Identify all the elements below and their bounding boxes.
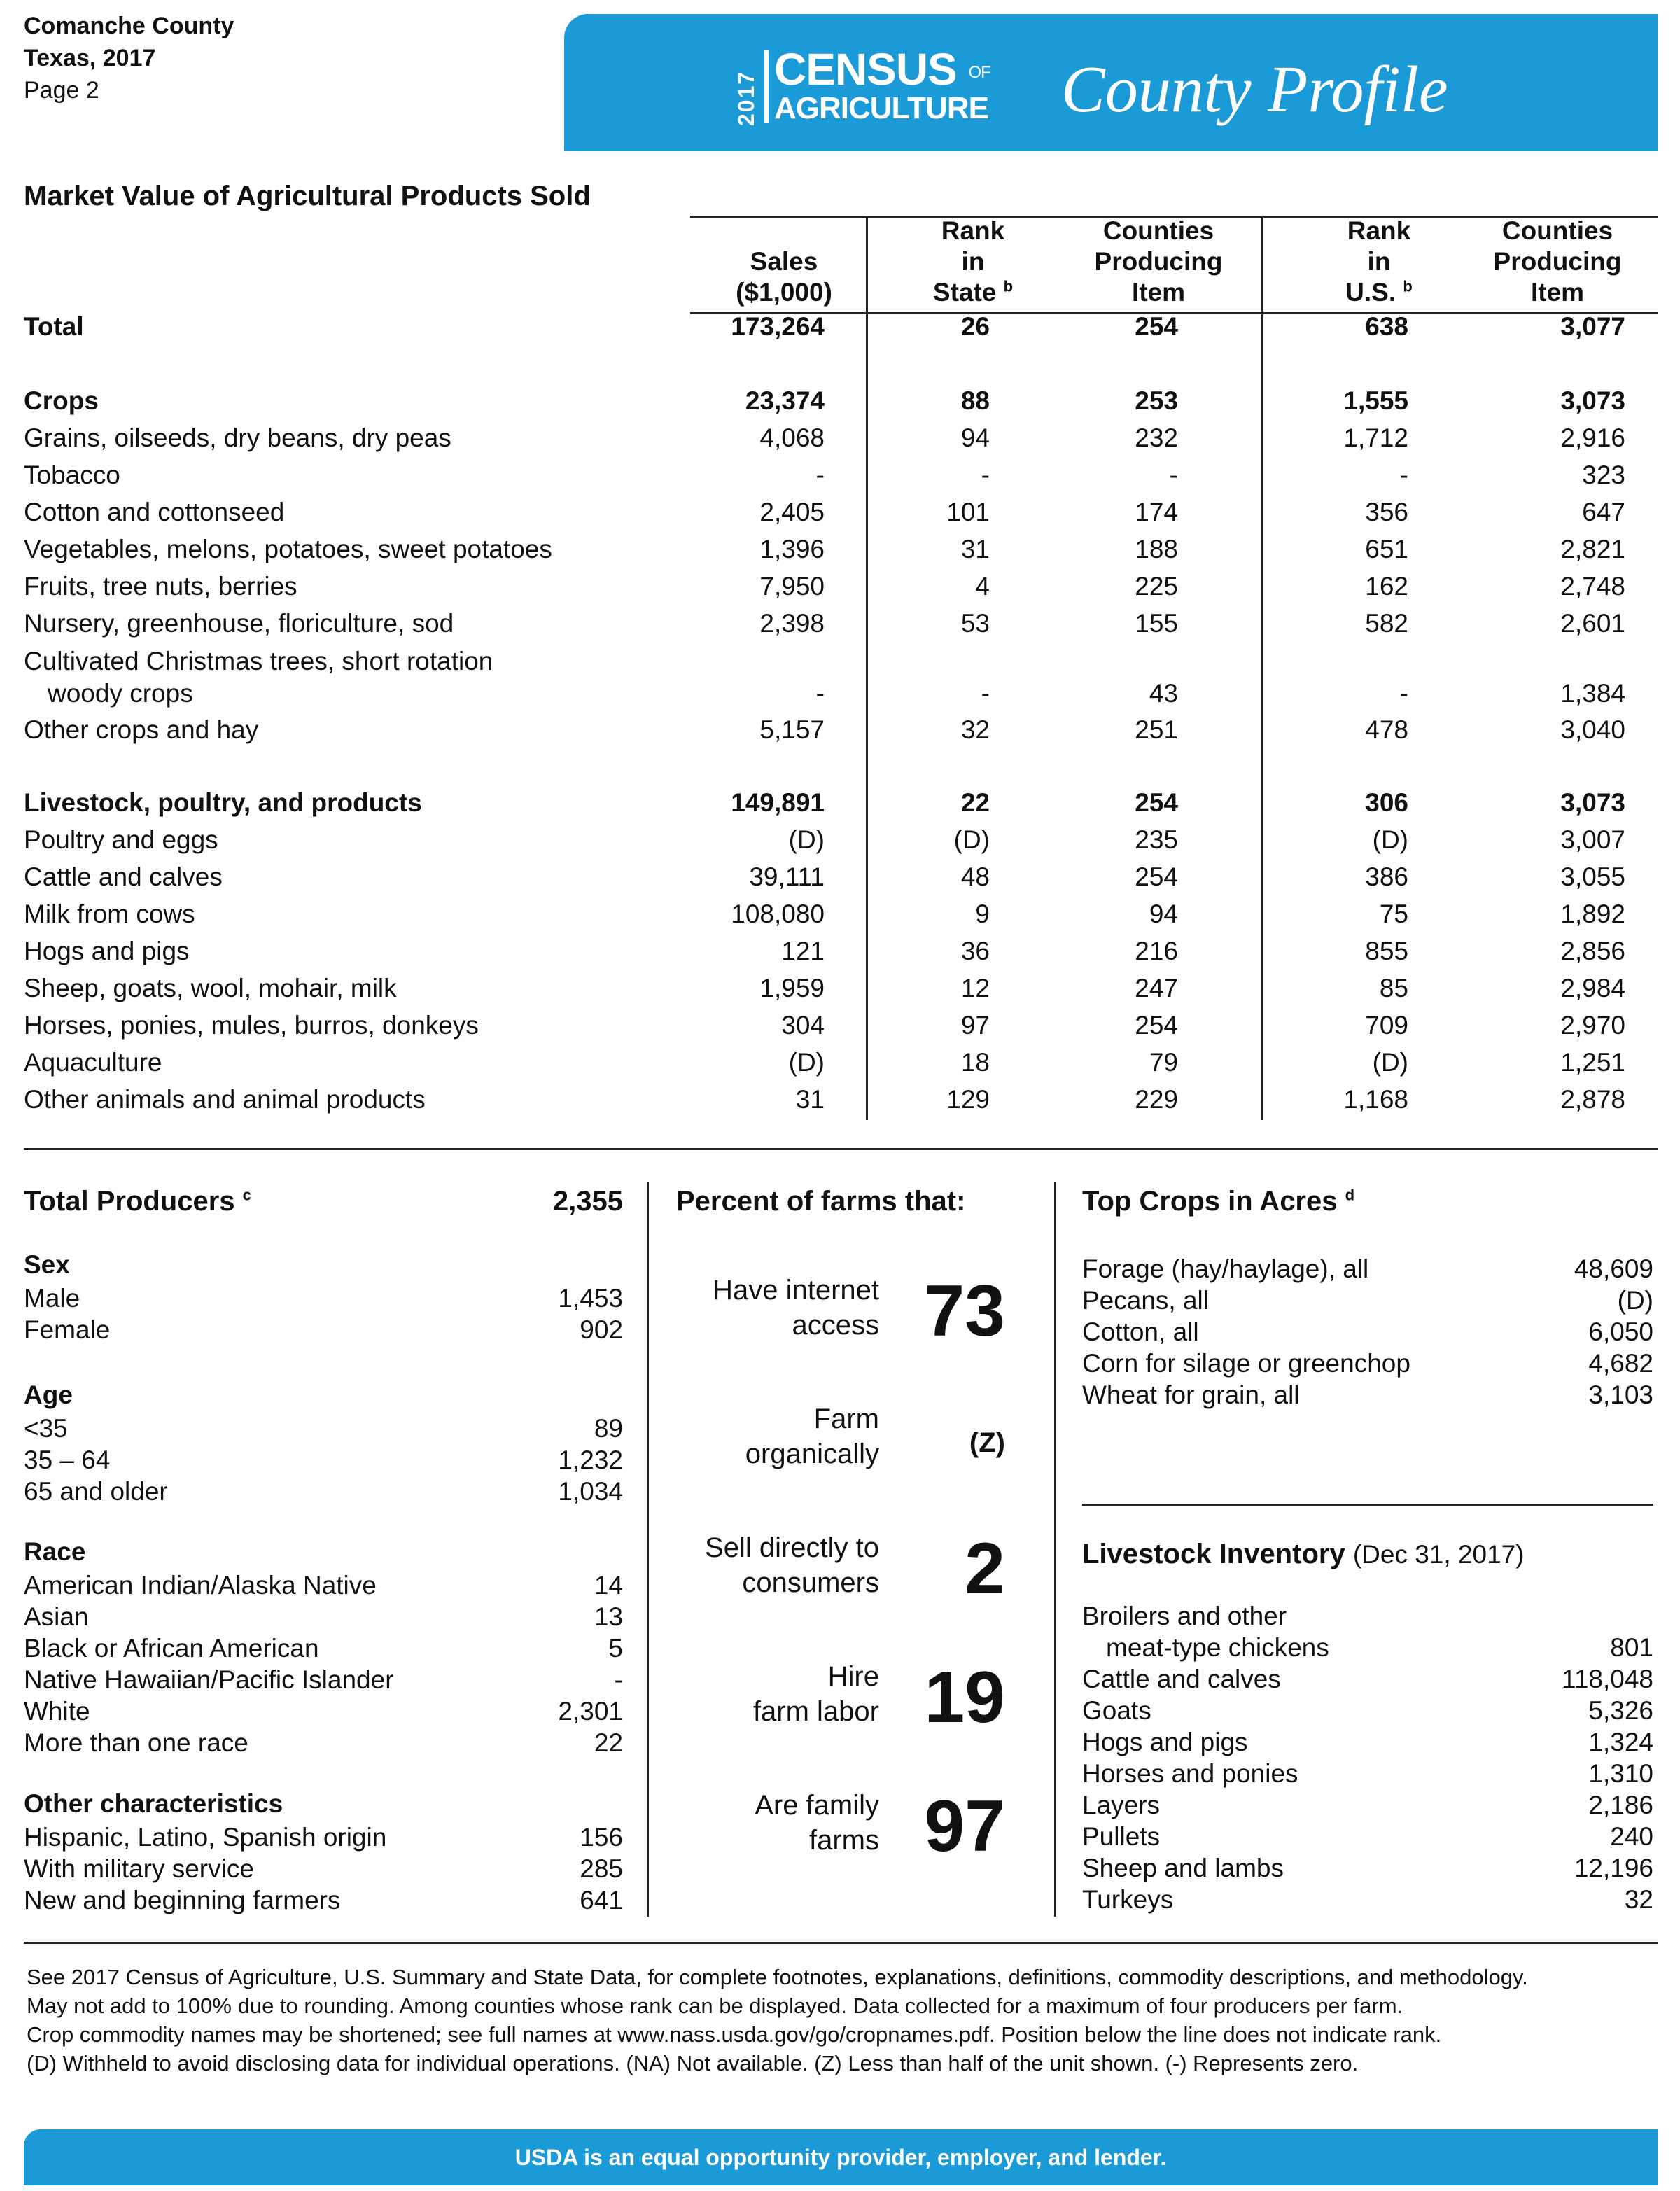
percent-item-label: Have internet (713, 1275, 879, 1306)
table-cell: 1,959 (760, 974, 825, 1002)
table-row-label: Total (24, 312, 84, 341)
livestock-row-value: 1,310 (1588, 1759, 1653, 1788)
table-cell: 75 (1379, 899, 1408, 928)
table-cell: 31 (795, 1085, 825, 1114)
table-cell: (D) (788, 1048, 825, 1077)
livestock-title: Livestock Inventory (Dec 31, 2017) (1082, 1539, 1525, 1569)
producers-row-value: 22 (594, 1728, 623, 1757)
table-cell: 254 (1135, 862, 1178, 891)
table-cell: 173,264 (731, 312, 825, 341)
crop-row-value: 3,103 (1588, 1380, 1653, 1409)
table-cell: 1,384 (1560, 679, 1625, 708)
table-cell: 22 (960, 788, 990, 817)
livestock-row-label: Turkeys (1082, 1885, 1174, 1914)
table-row-label: Other crops and hay (24, 715, 259, 744)
table-cell: 7,950 (760, 572, 825, 601)
producers-row-value: 2,301 (558, 1697, 623, 1726)
table-cell: 3,077 (1560, 312, 1625, 341)
crop-row-label: Cotton, all (1082, 1317, 1199, 1346)
percent-item-label-2: access (792, 1310, 879, 1340)
producers-race-heading: Race (24, 1537, 86, 1566)
table-cell: 1,712 (1343, 424, 1408, 452)
table-cell: 386 (1365, 862, 1408, 891)
table-cell: 2,984 (1560, 974, 1625, 1002)
table-cell: 2,821 (1560, 535, 1625, 564)
livestock-row-value: 118,048 (1562, 1665, 1653, 1693)
producers-row-value: 5 (608, 1634, 623, 1662)
crop-row-label: Wheat for grain, all (1082, 1380, 1300, 1409)
table-cell: (D) (953, 825, 990, 854)
producers-row-value: 1,453 (558, 1284, 623, 1312)
table-cell: - (1399, 461, 1408, 489)
table-cell: 79 (1149, 1048, 1178, 1077)
producers-row-label: Black or African American (24, 1634, 319, 1662)
percent-title: Percent of farms that: (676, 1186, 966, 1217)
table-row-label: Sheep, goats, wool, mohair, milk (24, 974, 397, 1002)
table-cell: 23,374 (745, 386, 825, 415)
table-cell: 306 (1365, 788, 1408, 817)
percent-item-label: Are family (755, 1790, 879, 1821)
table-cell: 1,168 (1343, 1085, 1408, 1114)
percent-item-label-2: consumers (742, 1567, 879, 1598)
livestock-row-label: Sheep and lambs (1082, 1854, 1284, 1882)
producers-row-value: 641 (580, 1886, 623, 1914)
table-cell: 174 (1135, 498, 1178, 526)
table-cell: 323 (1582, 461, 1625, 489)
producers-row-label: <35 (24, 1414, 68, 1443)
producers-row-label: 65 and older (24, 1477, 168, 1506)
col-header-rank-state: Rank in State $^b$ (932, 216, 1014, 307)
county-name: Comanche County (24, 13, 234, 39)
livestock-row-value: 801 (1610, 1633, 1653, 1662)
table-cell: 3,073 (1560, 386, 1625, 415)
table-row-label: Horses, ponies, mules, burros, donkeys (24, 1011, 479, 1040)
producers-row-label: Hispanic, Latino, Spanish origin (24, 1823, 387, 1851)
livestock-row-label: Pullets (1082, 1822, 1161, 1851)
table-cell: - (816, 679, 825, 708)
footnotes (27, 1963, 1658, 2078)
livestock-subtitle: (Dec 31, 2017) (1352, 1540, 1525, 1569)
brand-year: 2017 (734, 70, 759, 126)
panel-divider-left (647, 1182, 649, 1917)
market-value-title: Market Value of Agricultural Products Sold (24, 181, 591, 211)
table-cell: 478 (1365, 715, 1408, 744)
producers-row-value: 285 (580, 1854, 623, 1883)
producers-row-label: Native Hawaiian/Pacific Islander (24, 1665, 394, 1694)
crop-row-label: Corn for silage or greenchop (1082, 1349, 1410, 1378)
table-cell: 36 (960, 937, 990, 965)
table-cell: 4,068 (760, 424, 825, 452)
table-cell: 32 (960, 715, 990, 744)
crop-row-label: Pecans, all (1082, 1286, 1209, 1315)
percent-item-value: 97 (924, 1786, 1005, 1867)
livestock-row-label: Cattle and calves (1082, 1665, 1281, 1693)
table-row-label: Cotton and cottonseed (24, 498, 285, 526)
footer-bar: USDA is an equal opportunity provider, employer, and lender. (24, 2129, 1658, 2185)
percent-item-value: (Z) (969, 1427, 1005, 1458)
producers-row-value: 14 (594, 1571, 623, 1600)
producers-other-heading: Other characteristics (24, 1789, 284, 1818)
brand-title: County Profile (1061, 53, 1448, 126)
table-cell: 2,916 (1560, 424, 1625, 452)
percent-item-label-2: farm labor (752, 1696, 879, 1727)
table-cell: 709 (1365, 1011, 1408, 1040)
table-cell: 2,405 (760, 498, 825, 526)
table-cell: 149,891 (731, 788, 825, 817)
page-number: Page 2 (24, 77, 99, 104)
footnote-rule (24, 1942, 1658, 1944)
table-row-label: Hogs and pigs (24, 937, 190, 965)
table-row-label: Fruits, tree nuts, berries (24, 572, 298, 601)
state-year: Texas, 2017 (24, 45, 156, 71)
table-cell: 18 (960, 1048, 990, 1077)
col-header-rank-us: Rank in U.S. $^b$ (1345, 216, 1413, 307)
table-cell: 1,396 (760, 535, 825, 564)
producers-title: Total Producers $^c$ (24, 1186, 251, 1217)
table-cell: 1,555 (1343, 386, 1408, 415)
table-cell: 94 (960, 424, 990, 452)
livestock-row-value: 1,324 (1588, 1728, 1653, 1756)
percent-item-label: Hire (827, 1661, 879, 1692)
table-row-label: Milk from cows (24, 899, 195, 928)
table-row-label: Other animals and animal products (24, 1085, 426, 1114)
footnote-codes: (D) Withheld to avoid disclosing data for individual operations. (NA) Not available. (Z) Less than half of the unit shown. (-) Represents zero. (27, 2051, 1359, 2076)
table-cell: 582 (1365, 609, 1408, 638)
table-row-label: Vegetables, melons, potatoes, sweet potatoes (24, 535, 552, 564)
table-cell: 253 (1135, 386, 1178, 415)
livestock-row-value: 32 (1624, 1885, 1653, 1914)
table-cell: 2,856 (1560, 937, 1625, 965)
table-cell: 162 (1365, 572, 1408, 601)
table-cell: 1,892 (1560, 899, 1625, 928)
table-cell: 3,040 (1560, 715, 1625, 744)
table-cell: 251 (1135, 715, 1178, 744)
producers-row-label: American Indian/Alaska Native (24, 1571, 377, 1600)
table-cell: 3,055 (1560, 862, 1625, 891)
table-cell: 2,601 (1560, 609, 1625, 638)
percent-item-label-2: farms (809, 1825, 879, 1856)
crop-row-value: 6,050 (1588, 1317, 1653, 1346)
table-cell: 129 (946, 1085, 990, 1114)
table-cell: - (1169, 461, 1178, 489)
table-cell: 85 (1379, 974, 1408, 1002)
producers-row-label: With military service (24, 1854, 254, 1883)
livestock-row-label: Broilers and other (1082, 1602, 1287, 1630)
table-cell: 651 (1365, 535, 1408, 564)
table-cell: 31 (960, 535, 990, 564)
crop-row-value: (D) (1617, 1286, 1653, 1315)
brand-divider (764, 50, 769, 123)
table-cell: 235 (1135, 825, 1178, 854)
producers-row-value: 89 (594, 1414, 623, 1443)
table-row-label: Poultry and eggs (24, 825, 218, 854)
percent-item-label-2: organically (745, 1438, 879, 1469)
table-cell: 12 (960, 974, 990, 1002)
table-cell: 88 (960, 386, 990, 415)
producers-row-label: Male (24, 1284, 80, 1312)
table-cell: 4 (975, 572, 990, 601)
producers-row-label: White (24, 1697, 90, 1726)
table-divider-state (866, 216, 868, 1120)
table-cell: 39,111 (749, 862, 825, 891)
table-cell: 225 (1135, 572, 1178, 601)
table-row-label: Nursery, greenhouse, floriculture, sod (24, 609, 454, 638)
percent-item-value: 73 (924, 1270, 1005, 1352)
table-row-label: Cultivated Christmas trees, short rotation (24, 647, 493, 676)
producers-age-heading: Age (24, 1380, 73, 1409)
col-header-counties-us: Counties Producing Item (1493, 216, 1622, 307)
percent-item-value: 2 (965, 1528, 1005, 1609)
percent-item-label: Sell directly to (705, 1532, 879, 1563)
table-row-label: Cattle and calves (24, 862, 223, 891)
table-cell: - (981, 461, 990, 489)
livestock-row-label: Layers (1082, 1791, 1161, 1819)
livestock-row-value: 240 (1610, 1822, 1653, 1851)
table-cell: 304 (781, 1011, 825, 1040)
table-cell: 232 (1135, 424, 1178, 452)
crop-row-value: 4,682 (1588, 1349, 1653, 1378)
table-divider-us (1261, 216, 1264, 1120)
producers-total: 2,355 (552, 1186, 623, 1217)
livestock-row-value: 2,186 (1588, 1791, 1653, 1819)
table-cell: 647 (1582, 498, 1625, 526)
col-header-sales: Sales ($1,000) (736, 247, 832, 307)
table-cell: - (1399, 679, 1408, 708)
producers-row-value: 902 (580, 1315, 623, 1344)
census-banner (564, 14, 1658, 151)
producers-row-value: 1,034 (558, 1477, 623, 1506)
producers-row-value: 156 (580, 1823, 623, 1851)
table-cell: 5,157 (760, 715, 825, 744)
brand-census: CENSUS OF (774, 44, 990, 94)
table-cell: 188 (1135, 535, 1178, 564)
crop-row-value: 48,609 (1574, 1254, 1653, 1283)
table-cell: 94 (1149, 899, 1178, 928)
livestock-row-label: Goats (1082, 1696, 1152, 1725)
brand-of: OF (968, 63, 990, 83)
table-cell: 254 (1135, 788, 1178, 817)
livestock-row-value: 5,326 (1588, 1696, 1653, 1725)
table-cell: 247 (1135, 974, 1178, 1002)
table-cell: 229 (1135, 1085, 1178, 1114)
table-cell: 43 (1149, 679, 1178, 708)
producers-row-value: 13 (594, 1602, 623, 1631)
footnote-de: Crop commodity names may be shortened; see full names at www.nass.usda.gov/go/cropnames.pdf. Position below the line does not indicate rank. (27, 2022, 1442, 2047)
table-cell: 121 (781, 937, 825, 965)
table-cell: 101 (946, 498, 990, 526)
producers-row-label: New and beginning farmers (24, 1886, 341, 1914)
table-cell: 26 (960, 312, 990, 341)
table-cell: 53 (960, 609, 990, 638)
producers-sex-heading: Sex (24, 1250, 70, 1279)
crop-row-label: Forage (hay/haylage), all (1082, 1254, 1369, 1283)
table-cell: 48 (960, 862, 990, 891)
table-cell: 216 (1135, 937, 1178, 965)
top-crops-title: Top Crops in Acres $^d$ (1082, 1186, 1355, 1217)
footnote-see: See 2017 Census of Agriculture, U.S. Summary and State Data, for complete footnotes, explanations, definitions, commodity descriptions, and methodology. (27, 1965, 1528, 1989)
table-cell: 3,007 (1560, 825, 1625, 854)
table-row-label: Aquaculture (24, 1048, 162, 1077)
brand-agriculture: AGRICULTURE (774, 91, 988, 125)
table-row-label: Grains, oilseeds, dry beans, dry peas (24, 424, 451, 452)
producers-row-label: 35 – 64 (24, 1446, 111, 1474)
producers-row-label: More than one race (24, 1728, 248, 1757)
livestock-row-label: Hogs and pigs (1082, 1728, 1248, 1756)
livestock-row-value: 12,196 (1574, 1854, 1653, 1882)
producers-row-label: Female (24, 1315, 111, 1344)
table-cell: (D) (1372, 1048, 1408, 1077)
producers-row-value: 1,232 (558, 1446, 623, 1474)
table-cell: 254 (1135, 312, 1178, 341)
table-cell: (D) (788, 825, 825, 854)
table-cell: 638 (1365, 312, 1408, 341)
section-rule (24, 1148, 1658, 1150)
table-cell: 3,073 (1560, 788, 1625, 817)
table-cell: 9 (975, 899, 990, 928)
table-row-label: Crops (24, 386, 99, 415)
table-cell: - (816, 461, 825, 489)
table-cell: (D) (1372, 825, 1408, 854)
table-cell: - (981, 679, 990, 708)
footnote-abc: May not add to 100% due to rounding. Among counties whose rank can be displayed. Data collected for a maximum of four producers per farm. (27, 1994, 1404, 2018)
col-header-counties-state: Counties Producing Item (1094, 216, 1223, 307)
county-header (24, 10, 234, 106)
crops-rule (1082, 1504, 1653, 1506)
table-row-label: Tobacco (24, 461, 120, 489)
table-cell: 97 (960, 1011, 990, 1040)
panel-divider-right (1054, 1182, 1056, 1917)
table-cell: 356 (1365, 498, 1408, 526)
table-cell: 2,970 (1560, 1011, 1625, 1040)
table-cell: 155 (1135, 609, 1178, 638)
producers-row-value: - (614, 1665, 623, 1694)
percent-item-label: Farm (813, 1404, 879, 1434)
table-cell: 2,878 (1560, 1085, 1625, 1114)
table-cell: 855 (1365, 937, 1408, 965)
table-row-label-cont: woody crops (48, 679, 193, 708)
table-cell: 108,080 (731, 899, 825, 928)
table-cell: 254 (1135, 1011, 1178, 1040)
table-row-label: Livestock, poultry, and products (24, 788, 422, 817)
percent-item-value: 19 (924, 1657, 1005, 1738)
table-cell: 2,748 (1560, 572, 1625, 601)
livestock-row-label: Horses and ponies (1082, 1759, 1298, 1788)
livestock-row-label: meat-type chickens (1106, 1633, 1329, 1662)
table-cell: 1,251 (1560, 1048, 1625, 1077)
producers-row-label: Asian (24, 1602, 89, 1631)
table-cell: 2,398 (760, 609, 825, 638)
